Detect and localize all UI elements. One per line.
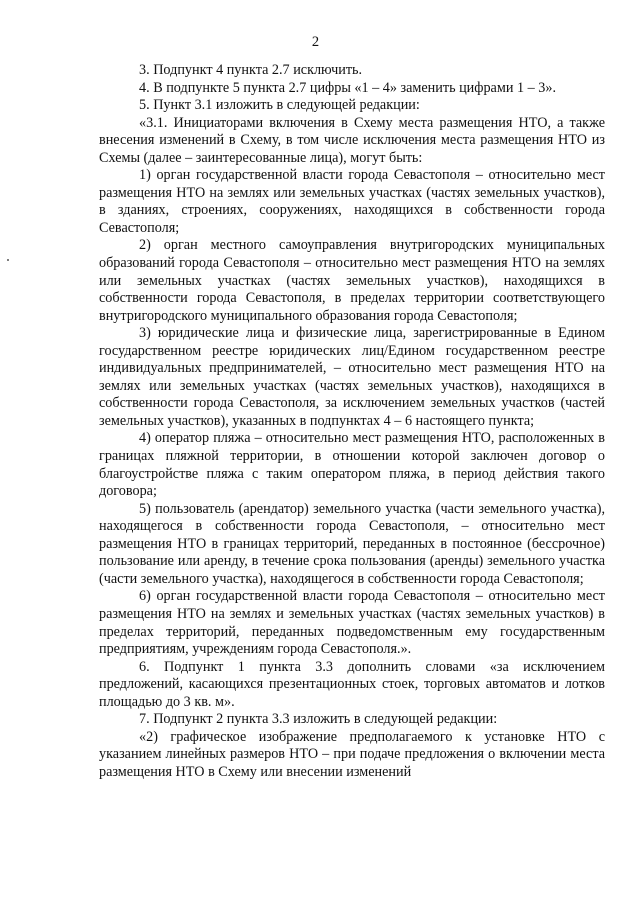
paragraph-3-1-intro: «3.1. Инициаторами включения в Схему места размещения НТО, а также внесения изменений в Схему, в том числе исключения места размещения НТО из Схемы (далее – заинтересованные лица), могут быть: xyxy=(99,114,605,166)
subitem-6: 6) орган государственной власти города Севастополя – относительно мест размещения НТО на землях и земельных участках (частях земельных участков) в пределах территорий, переданных подведомственным ему государственным предприятиям, учреждениям города Севастополя.». xyxy=(99,588,605,658)
paragraph-item-7: 7. Подпункт 2 пункта 3.3 изложить в следующей редакции: xyxy=(139,711,498,728)
paragraph-item-6: 6. Подпункт 1 пункта 3.3 дополнить словами «за исключением предложений, касающихся презентационных стоек, торговых автоматов и лотков площадью до 3 кв. м». xyxy=(99,658,605,710)
paragraph-item-4: 4. В подпункте 5 пункта 2.7 цифры «1 – 4» заменить цифрами 1 – 3». xyxy=(139,79,556,96)
page-number: 2 xyxy=(311,34,320,50)
paragraph-item-5: 5. Пункт 3.1 изложить в следующей редакции: xyxy=(139,97,420,114)
margin-mark xyxy=(7,259,9,261)
subitem-5: 5) пользователь (арендатор) земельного участка (части земельного участка), находящегося в собственности города Севастополя, – относительно мест размещения НТО в границах территорий, переданных в постоянное (бессрочное) пользование или аренду, в течение срока пользования (аренды) земельного участка (части земельного участка), находящегося в собственности города Севастополя; xyxy=(99,500,605,587)
subitem-1: 1) орган государственной власти города Севастополя – относительно мест размещения НТО на землях или земельных участках (частях земельных участков), в зданиях, строениях, сооружениях, находящихся в собственности города Севастополя; xyxy=(99,167,605,236)
paragraph-3-3-subitem-2: «2) графическое изображение предполагаемого к установке НТО с указанием линейных размеров НТО – при подаче предложения о включении места размещения НТО в Схему или внесении изменений xyxy=(99,728,605,780)
paragraph-item-3: 3. Подпункт 4 пункта 2.7 исключить. xyxy=(139,62,363,78)
subitem-2: 2) орган местного самоуправления внутригородских муниципальных образований города Севастополя – относительно мест размещения НТО на землях или земельных участках (частях земельных участков), находящихся в собственности города Севастополя, в пределах территории соответствующего внутригородского муниципального образования города Севастополя; xyxy=(99,237,605,324)
subitem-3: 3) юридические лица и физические лица, зарегистрированные в Едином государственном реестре юридических лиц/Едином государственном реестре индивидуальных предпринимателей, – относительно мест размещения НТО на землях или земельных участках (частях земельных участков), находящихся в собственности города Севастополя, за исключением земельных участков (частей земельных участков), указанных в подпунктах 4 – 6 настоящего пункта; xyxy=(99,325,605,429)
document-body xyxy=(99,62,605,781)
subitem-4: 4) оператор пляжа – относительно мест размещения НТО, расположенных в границах пляжной территории, в отношении которой заключен договор о благоустройстве пляжа с таким оператором пляжа, в период действия такого договора; xyxy=(99,430,605,500)
